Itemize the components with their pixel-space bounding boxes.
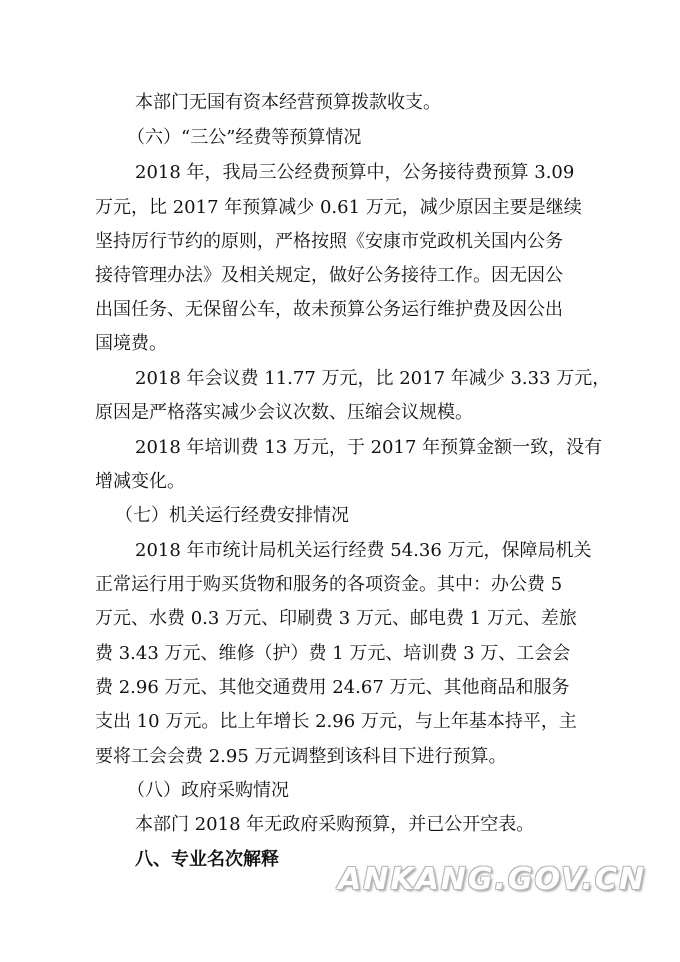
paragraph-line: 2018 年会议费 11.77 万元，比 2017 年减少 3.33 万元，: [135, 368, 611, 389]
paragraph-line: 支出 10 万元。比上年增长 2.96 万元，与上年基本持平，主: [95, 711, 577, 732]
paragraph-line: 费 3.43 万元、维修（护）费 1 万元、培训费 3 万、工会会: [95, 643, 571, 664]
paragraph-line: 要将工会会费 2.95 万元调整到该科目下进行预算。: [95, 746, 507, 767]
paragraph-line: 坚持厉行节约的原则，严格按照《安康市党政机关国内公务: [95, 231, 563, 252]
paragraph-line: 费 2.96 万元、其他交通费用 24.67 万元、其他商品和服务: [95, 677, 570, 698]
paragraph-line: 2018 年市统计局机关运行经费 54.36 万元，保障局机关: [135, 540, 592, 561]
paragraph-line: 万元，比 2017 年预算减少 0.61 万元，减少原因主要是继续: [95, 197, 582, 218]
section-heading-6: （六）“三公”经费等预算情况: [127, 127, 362, 148]
site-watermark: ANKANG.GOV.CN: [338, 862, 647, 897]
paragraph-line: 万元、水费 0.3 万元、印刷费 3 万元、邮电费 1 万元、差旅: [95, 608, 577, 629]
paragraph-line: 出国任务、无保留公车，故未预算公务运行维护费及因公出: [95, 299, 563, 320]
paragraph-line: 增减变化。: [95, 471, 185, 492]
paragraph-line: 2018 年培训费 13 万元，于 2017 年预算金额一致，没有: [135, 437, 603, 458]
paragraph-line: 接待管理办法》及相关规定，做好公务接待工作。因无因公: [95, 265, 563, 286]
paragraph-line: 本部门无国有资本经营预算拨款收支。: [135, 92, 441, 113]
section-heading-7: （七）机关运行经费安排情况: [115, 505, 349, 526]
paragraph-line: 正常运行用于购买货物和服务的各项资金。其中：办公费 5: [95, 574, 563, 595]
paragraph-line: 本部门 2018 年无政府采购预算，并已公开空表。: [135, 814, 535, 835]
paragraph-line: 国境费。: [95, 333, 167, 354]
paragraph-line: 2018 年，我局三公经费预算中，公务接待费预算 3.09: [135, 162, 575, 183]
chapter-heading: 八、专业名次解释: [135, 849, 279, 870]
paragraph-line: 原因是严格落实减少会议次数、压缩会议规模。: [95, 402, 473, 423]
section-heading-8: （八）政府采购情况: [127, 780, 289, 801]
